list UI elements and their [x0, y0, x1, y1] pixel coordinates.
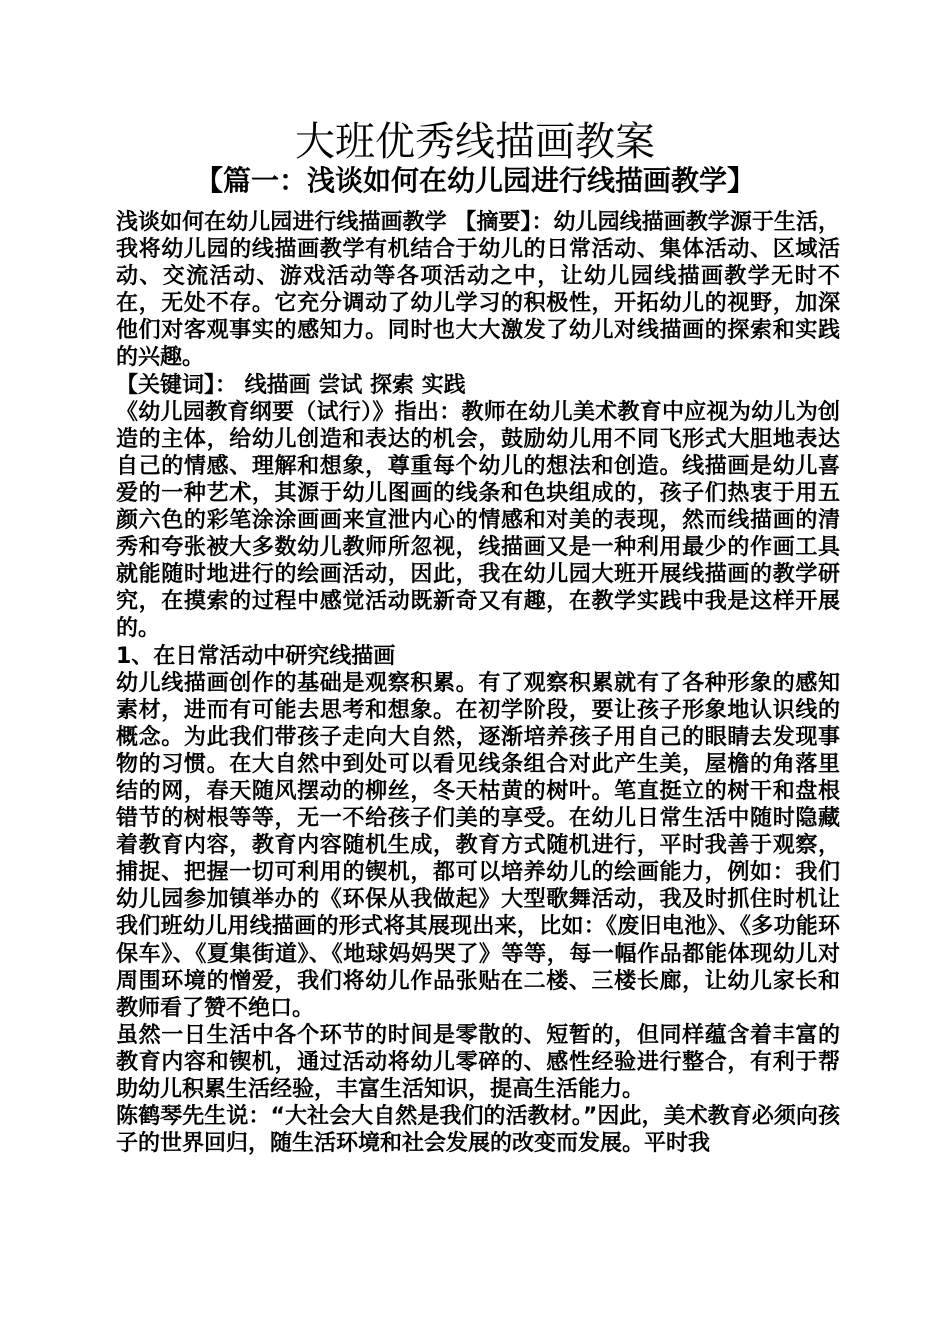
document-body — [116, 209, 840, 1157]
paragraph-abstract: 浅谈如何在幼儿园进行线描画教学 【摘要】：幼儿园线描画教学源于生活，我将幼儿园的线描画教学有机结合于幼儿的日常活动、集体活动、区域活动、交流活动、游戏活动等各项活动之中，让幼儿园线描画教学无时不在，无处不存。它充分调动了幼儿学习的积极性，开拓幼儿的视野，加深他们对客观事实的感知力。同时也大大激发了幼儿对线描画的探索和实践的兴趣。 — [116, 210, 840, 371]
paragraph-daily-life: 虽然一日生活中各个环节的时间是零散的、短暂的，但同样蕴含着丰富的教育内容和锲机，通过活动将幼儿零碎的、感性经验进行整合，有利于帮助幼儿积累生活经验，丰富生活知识，提高生活能力。 — [116, 1022, 840, 1102]
paragraph-quote: 陈鹤琴先生说：“大社会大自然是我们的活教材。”因此，美术教育必须向孩子的世界回归，随生活环境和社会发展的改变而发展。平时我 — [116, 1104, 840, 1157]
paragraph-guideline: 《幼儿园教育纲要（试行）》指出：教师在幼儿美术教育中应视为幼儿为创造的主体，给幼儿创造和表达的机会，鼓励幼儿用不同飞形式大胆地表达自己的情感、理解和想象，尊重每个幼儿的想法和创造。线描画是幼儿喜爱的一种艺术，其源于幼儿图画的线条和色块组成的，孩子们热衷于用五颜六色的彩笔涂涂画画来宣泄内心的情感和对美的表现，然而线描画的清秀和夸张被大多数幼儿教师所忽视，线描画又是一种利用最少的作画工具就能随时地进行的绘画活动，因此，我在幼儿园大班开展线描画的教学研究，在摸索的过程中感觉活动既新奇又有趣，在教学实践中我是这样开展的。 — [116, 399, 840, 642]
paragraph-keywords: 【关键词】： 线描画 尝试 探索 实践 — [116, 372, 466, 398]
document-title: 大班优秀线描画教案 — [295, 119, 655, 165]
document-subtitle: 【篇一：浅谈如何在幼儿园进行线描画教学】 — [194, 164, 755, 197]
paragraph-observation: 幼儿线描画创作的基础是观察积累。有了观察积累就有了各种形象的感知素材，进而有可能去思考和想象。在初学阶段，要让孩子形象地认识线的概念。为此我们带孩子走向大自然，逐渐培养孩子用自己的眼睛去发现事物的习惯。在大自然中到处可以看见线条组合对此产生美，屋檐的角落里结的网，春天随风摆动的柳丝，冬天枯黄的树叶。笔直挺立的树干和盘根错节的树根等等，无一不给孩子们美的享受。在幼儿日常生活中随时隐藏着教育内容，教育内容随机生成，教育方式随机进行，平时我善于观察，捕捉、把握一切可利用的锲机，都可以培养幼儿的绘画能力，例如：我们幼儿园参加镇举办的《环保从我做起》大型歌舞活动，我及时抓住时机让我们班幼儿用线描画的形式将其展现出来，比如：《废旧电池》、《多功能环保车》、《夏集街道》、《地球妈妈哭了》等等，每一幅作品都能体现幼儿对周围环境的憎爱，我们将幼儿作品张贴在二楼、三楼长廊，让幼儿家长和教师看了赞不绝口。 — [116, 670, 840, 1021]
section-heading-1: 1、在日常活动中研究线描画 — [116, 643, 396, 669]
